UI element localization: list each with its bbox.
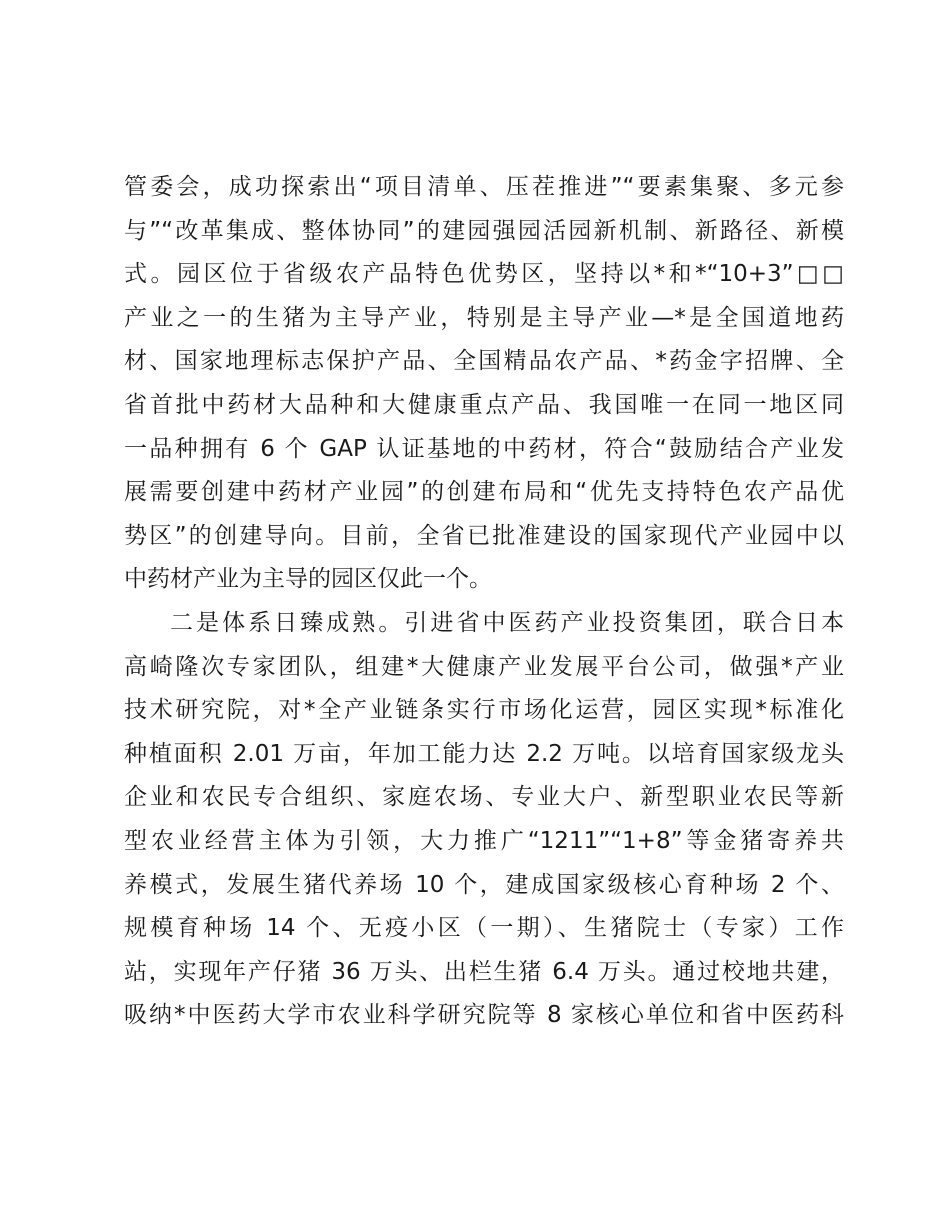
text-line: 势区”的创建导向。目前，全省已批准建设的国家现代产业园中以 <box>124 522 844 549</box>
text-line: 种植面积 2.01 万亩，年加工能力达 2.2 万吨。以培育国家级龙头 <box>124 740 844 767</box>
text-line: 一品种拥有 6 个 GAP 认证基地的中药材，符合“鼓励结合产业发 <box>124 435 844 462</box>
text-line: 省首批中药材大品种和大健康重点产品、我国唯一在同一地区同 <box>124 391 844 418</box>
text-line: 规模育种场 14 个、无疫小区（一期）、生猪院士（专家）工作 <box>124 915 844 942</box>
text-line: 企业和农民专合组织、家庭农场、专业大户、新型职业农民等新 <box>124 784 844 811</box>
body-text <box>124 166 844 1038</box>
text-line: 展需要创建中药材产业园”的创建布局和“优先支持特色农产品优 <box>124 479 844 506</box>
text-line: 站，实现年产仔猪 36 万头、出栏生猪 6.4 万头。通过校地共建， <box>124 958 844 985</box>
text-line: 式。园区位于省级农产品特色优势区，坚持以*和*“10+3”□□ <box>124 261 844 288</box>
text-line: 材、国家地理标志保护产品、全国精品农产品、*药金字招牌、全 <box>124 348 844 375</box>
text-line: 型农业经营主体为引领，大力推广“1211”“1+8”等金猪寄养共 <box>124 827 844 854</box>
text-line: 吸纳*中医药大学市农业科学研究院等 8 家核心单位和省中医药科 <box>124 1002 844 1029</box>
text-line: 高崎隆次专家团队，组建*大健康产业发展平台公司，做强*产业 <box>124 653 844 680</box>
text-line: 养模式，发展生猪代养场 10 个，建成国家级核心育种场 2 个、 <box>124 871 844 898</box>
text-line: 技术研究院，对*全产业链条实行市场化运营，园区实现*标准化 <box>124 697 844 724</box>
text-line: 管委会，成功探索出“项目清单、压茬推进”“要素集聚、多元参 <box>124 174 844 200</box>
paragraph-start-line: 二是体系日臻成熟。引进省中医药产业投资集团，联合日本 <box>170 609 844 636</box>
paragraph-end-line: 中药材产业为主导的园区仅此一个。 <box>124 566 492 593</box>
text-line: 产业之一的生猪为主导产业，特别是主导产业—*是全国道地药 <box>124 304 844 331</box>
text-line: 与”“改革集成、整体协同”的建园强园活园新机制、新路径、新模 <box>124 217 844 244</box>
